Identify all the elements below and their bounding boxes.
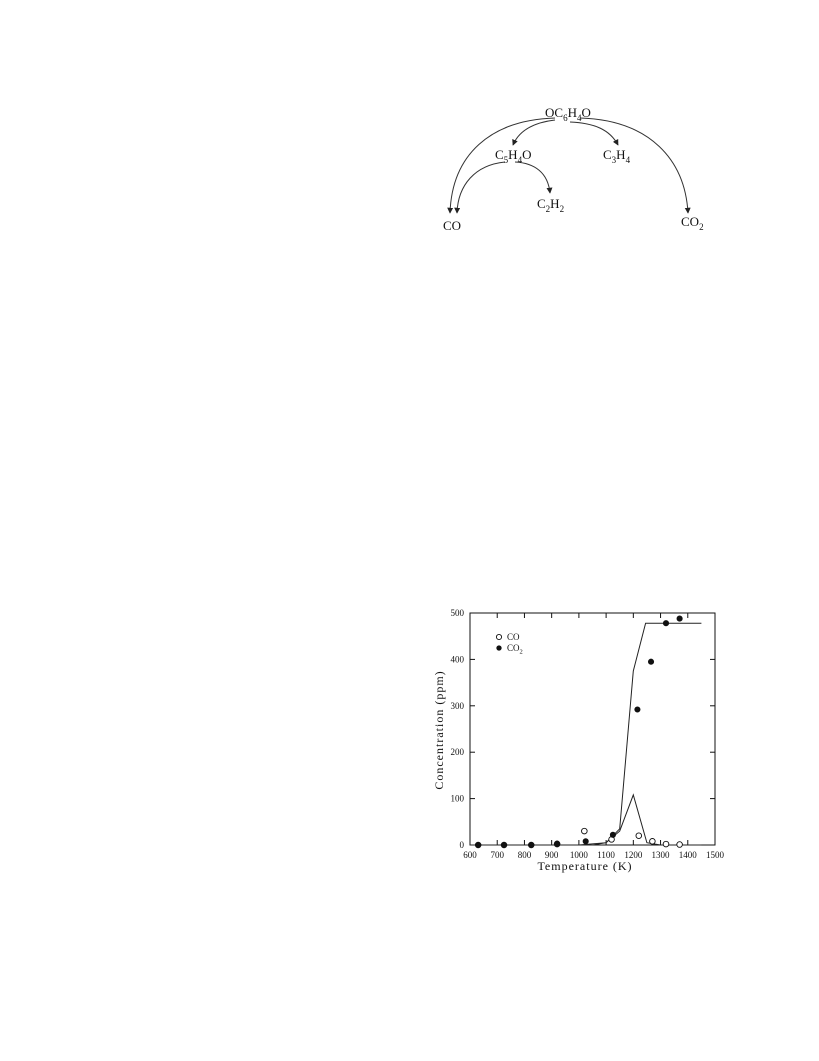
x-axis-label: Temperature (K) (537, 859, 633, 873)
y-tick-label: 400 (450, 654, 464, 665)
y-tick-label: 0 (459, 840, 464, 850)
species-c3h4: $C_3H_4$ (603, 147, 631, 165)
x-tick-label: 1200 (624, 850, 643, 860)
data-point-series-1 (501, 842, 506, 847)
arrow-c5h4o-to-c2h2 (515, 162, 550, 193)
data-point-series-1 (677, 616, 682, 621)
data-point-series-0 (677, 842, 683, 848)
legend-label: $CO_2$ (507, 643, 523, 656)
data-point-series-1 (529, 842, 534, 847)
concentration-temperature-chart (425, 605, 725, 880)
legend-marker (497, 646, 501, 650)
x-tick-label: 700 (490, 850, 504, 860)
legend-marker (496, 634, 501, 639)
reaction-scheme (430, 95, 730, 240)
data-point-series-1 (555, 841, 560, 846)
data-point-series-1 (610, 832, 615, 837)
data-point-series-1 (476, 842, 481, 847)
arrow-c5h4o-to-co (457, 162, 505, 213)
x-tick-label: 1300 (651, 850, 670, 860)
data-point-series-1 (648, 659, 653, 664)
x-tick-label: 1400 (678, 850, 697, 860)
x-tick-label: 1000 (569, 850, 588, 860)
x-tick-label: 1100 (597, 850, 615, 860)
data-point-series-0 (650, 838, 656, 844)
x-tick-label: 1500 (706, 850, 724, 860)
y-tick-label: 100 (450, 793, 464, 804)
species-co2: $CO_2$ (681, 214, 704, 232)
arrow-root-to-c5h4o (513, 120, 555, 145)
data-point-series-0 (636, 833, 642, 839)
legend-label: CO (507, 632, 520, 642)
chart-axes (451, 608, 725, 860)
arrow-root-to-c3h4 (570, 122, 618, 145)
y-axis-label: Concentration (ppm) (432, 670, 446, 790)
data-point-series-1 (635, 707, 640, 712)
data-point-series-1 (583, 839, 588, 844)
species-c5h4o: $C_5H_4O$ (495, 147, 532, 165)
x-tick-label: 800 (517, 850, 532, 860)
chart-legend (496, 632, 522, 656)
species-oc6h4o: $OC_6H_4O$ (545, 105, 591, 123)
arrow-root-to-co2 (580, 118, 688, 213)
y-tick-label: 500 (450, 608, 464, 618)
data-point-series-0 (663, 841, 669, 847)
species-c2h2: $C_2H_2$ (537, 196, 565, 214)
data-point-series-1 (663, 621, 668, 626)
model-line-series-1 (470, 623, 701, 845)
species-co: CO (443, 218, 462, 233)
x-tick-label: 900 (544, 850, 559, 860)
y-tick-label: 300 (450, 700, 464, 711)
model-line-series-0 (470, 795, 701, 845)
model-lines (470, 623, 701, 845)
data-point-series-0 (582, 828, 588, 834)
x-tick-label: 600 (463, 850, 477, 860)
y-tick-label: 200 (450, 747, 464, 758)
